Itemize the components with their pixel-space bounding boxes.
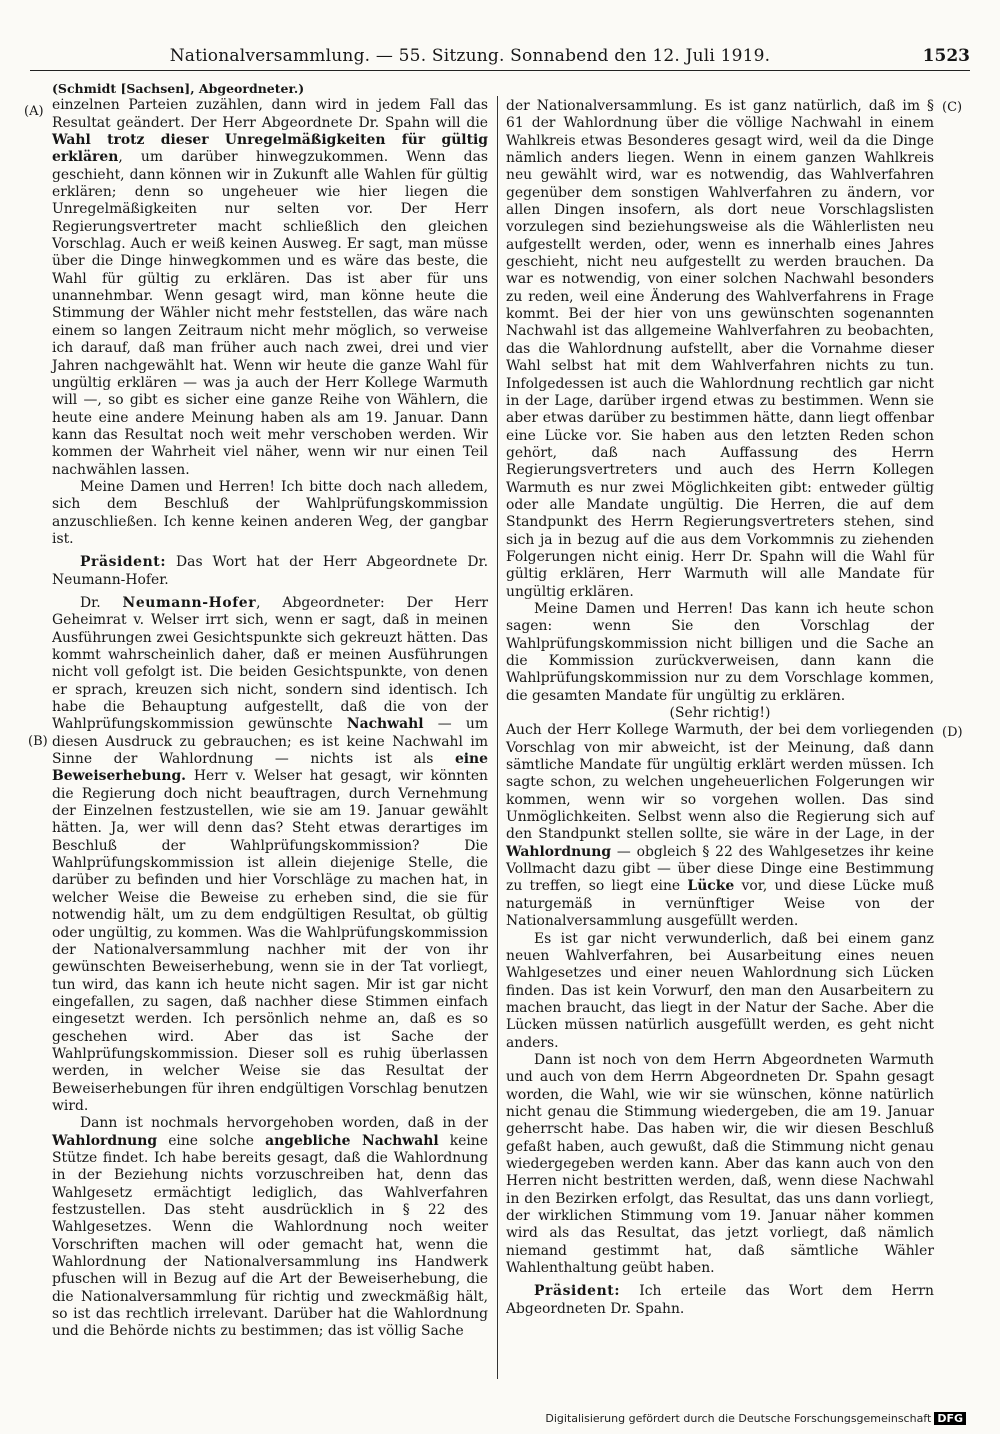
emphasis: Wahlordnung [52,1132,158,1149]
emphasis: Wahl trotz dieser Unregelmäßigkeiten für gültig erklären [52,132,488,166]
text-run: Dann ist nochmals hervorgehoben worden, daß in der [80,1115,488,1132]
text-run: Das Wort hat der Herr Abgeordnete Dr. Neumann-Hofer. [52,554,488,588]
emphasis: eine Beweiserhebung. [52,751,488,785]
emphasis: Lücke [687,878,735,895]
margin-mark-c: (C) [942,100,963,115]
credit-text: Digitalisierung gefördert durch die Deutsche Forschungsgemeinschaft [545,1412,932,1425]
text-run: einzelnen Parteien zuzählen, dann wird in jedem Fall das Resultat geändert. Der Herr Abgeordnete Dr. Spahn will die [52,97,488,131]
page-number: 1523 [922,46,970,66]
right-column [506,98,934,1318]
margin-mark-a: (A) [24,104,44,119]
paragraph [506,722,934,930]
margin-mark-b: (B) [28,734,48,749]
margin-mark-d: (D) [942,725,963,740]
text-run: — obgleich § 22 des Wahlgesetzes ihr keine Vollmacht dazu gibt — über diese Dinge eine Bestimmung zu treffen, so liegt eine [506,843,934,895]
speech-paragraph [52,595,488,1115]
text-run: , um darüber hinwegzukommen. Wenn das geschieht, dann können wir in Zukunft alle Wahlen für gültig erklären; denn so ungeheuer wie hier liegen die Unregelmäßigkeiten nur selten vor. Der Herr Regierungsvertreter macht schließlich den gleichen Vorschlag. Auch er weiß keinen Ausweg. Er sagt, man müsse über die Dinge hinwegkommen und es wäre das beste, die Wahl für gültig zu erklären. Das ist aber für uns unannehmbar. Wenn gesagt wird, man könne heute die Stimmung der Wähler nicht mehr feststellen, das wäre nach einem so langen Zeitraum nicht mehr möglich, so verweise ich darauf, daß man früher auch nach zwei, drei und vier Jahren nachgewählt hat. Wenn wir heute die ganze Wahl für ungültig erklären — was ja auch der Herr Kollege Warmuth will —, so gibt es sicher eine ganze Reihe von Wählern, die heute eine andere Meinung haben als am 19. Januar. Dann kann das Resultat noch weit mehr verschoben werden. Wir kommen der Wahrheit viel näher, wenn wir nur einen Teil nachwählen lassen. [52,149,488,478]
speaker-name: Präsident: [534,1283,621,1300]
text-run: Auch der Herr Kollege Warmuth, der bei dem vorliegenden Vorschlag von mir abweicht, ist der Meinung, daß dann sämtliche Mandate für ungültig erklärt werden müssen. Ich sagte schon, zu welchen ungeheuerlichen Folgerungen wir kommen, wenn wir so vorgehen wollen. Das sind Unmöglichkeiten. Selbst wenn also die Regierung sich auf den Standpunkt stellen sollte, sie wäre in der Lage, in der [506,722,934,843]
left-column [52,80,488,1341]
digitization-credit [545,1412,966,1425]
text-run: eine solche [157,1132,266,1149]
text-run: Herr v. Welser hat gesagt, wir könnten die Regierung doch nicht beauftragen, durch Vernehmung der Einzelnen festzustellen, wie sie am 19. Januar gewählt hätten. Ja, wer will denn das? Steht etwas derartiges im Beschluß der Wahlprüfungskommission? Die Wahlprüfungskommission ist allein diejenige Stelle, die darüber zu befinden und hier Vorschläge zu machen hat, in welcher Weise die Beweise zu erheben sind, die sie für notwendig hält, um zu dem endgültigen Resultat, ob gültig oder ungültig, zu kommen. Was die Wahlprüfungskommission der Nationalversammlung nachher mit der von ihr gewünschten Beweiserhebung, wenn sie in der Tat vorliegt, tun wird, das kann ich heute nicht sagen. Mir ist gar nicht eingefallen, zu sagen, daß nachher diese Stimmen einfach eingesetzt werden. Ich persönlich nehme an, daß es so geschehen wird. Aber das ist Sache der Wahlprüfungskommission. Dieser soll es ruhig überlassen werden, in welcher Weise sie das Resultat der Beweiserhebungen für ihren endgültigen Vorschlag benutzen wird. [52,768,488,1114]
president-remark [52,554,488,589]
speaker-name: Präsident: [80,554,167,571]
speaker-name: Neumann-Hofer [122,594,257,611]
paragraph: Meine Damen und Herren! Das kann ich heute schon sagen: wenn Sie den Vorschlag der Wahlprüfungskommission nicht billigen und die Sache an die Kommission zurückverweisen, dann kann die Wahlprüfungskommission nur zu dem Vorschlage kommen, die gesamten Mandate für ungültig zu erklären. [506,600,934,704]
column-divider [497,96,498,1379]
dfg-logo: DFG [934,1412,966,1425]
emphasis: Wahlordnung [506,843,612,860]
president-remark [506,1283,934,1318]
text-run: — um diesen Ausdruck zu gebrauchen; es ist keine Nachwahl im Sinne der Wahlordnung — nichts ist als [52,716,489,768]
text-run: Dr. [80,594,123,611]
paragraph: Es ist gar nicht verwunderlich, daß bei einem ganz neuen Wahlverfahren, bei Ausarbeitung eines neuen Wahlgesetzes und einer neuen Wahlordnung sich Lücken finden. Das ist kein Vorwurf, den man den Ausarbeitern zu machen braucht, das liegt in der Natur der Sache. Aber die Lücken müssen natürlich ausgefüllt werden, es geht nicht anders. [506,930,934,1051]
emphasis: angebliche Nachwahl [265,1132,439,1149]
text-run: keine Stütze findet. Ich habe bereits gesagt, daß die Wahlordnung in der Beziehung nichts vorzuschreiben hat, denn das Wahlgesetz ermächtigt lediglich, das Wahlverfahren festzustellen. Das steht ausdrücklich in § 22 des Wahlgesetzes. Wenn die Wahlordnung noch weiter Vorschriften machen will oder gemacht hat, wenn die Wahlordnung der Nationalversammlung ins Handwerk pfuschen will in Bezug auf die Art der Beweiserhebung, die die Nationalversammlung für richtig und zweckmäßig hält, so ist das rechtlich irrelevant. Darüber hat die Wahlordnung und die Behörde nichts zu bestimmen; das ist völlig Sache [52,1132,488,1340]
emphasis: Nachwahl [346,716,424,733]
running-title: Nationalversammlung. — 55. Sitzung. Sonnabend den 12. Juli 1919. [169,46,771,66]
speaker-continuation: (Schmidt [Sachsen], Abgeordneter.) [52,81,305,96]
page-header [30,46,970,71]
paragraph: der Nationalversammlung. Es ist ganz natürlich, daß im § 61 der Wahlordnung über die völlige Nachwahl in einem Wahlkreis etwas Besonderes gesagt wird, weil da die Dinge nämlich anders liegen. Wenn in einem ganzen Wahlkreis neu gewählt wird, war es notwendig, das Wahlverfahren gegenüber dem sonstigen Wahlverfahren zu ändern, vor allen Dingen insofern, als dort neue Vorschlagslisten vorzulegen sind beziehungsweise als die Wählerlisten neu aufgestellt werden, oder, wenn es innerhalb eines Jahres geschieht, nicht neu aufgestellt zu werden brauchen. Da war es notwendig, von einer solchen Nachwahl besonders zu reden, weil eine Änderung des Wahlverfahrens in Frage kommt. Bei der hier von uns gewünschten sogenannten Nachwahl ist das allgemeine Wahlverfahren zu beobachten, das die Wahlordnung aufstellt, aber die Vornahme dieser Wahl selbst hat mit dem Wahlverfahren nichts zu tun. Infolgedessen ist auch die Wahlordnung rechtlich gar nicht in der Lage, darüber irgend etwas zu bestimmen. Wenn sie aber etwas darüber zu bestimmen hätte, dann liegt offenbar eine Lücke vor. Sie haben aus den letzten Reden schon gehört, daß nach Auffassung des Herrn Regierungsvertreters und auch des Herrn Kollegen Warmuth es nur zwei Möglichkeiten gibt: entweder gültig oder alle Mandate ungültig. Die Herren, die auf dem Standpunkt des Herrn Regierungsvertreters stehen, sind sich ja in bezug auf die aus dem Vorkommnis zu ziehenden Folgerungen nicht einig. Herr Dr. Spahn will die Wahl für gültig erklären, Herr Warmuth will alle Mandate für ungültig erklären. [506,98,934,600]
text-run: Der Herr Geheimrat v. Welser irrt sich, wenn er sagt, daß in meinen Ausführungen zwei Gesichtspunkte sich gekreuzt hätten. Das kommt wahrscheinlich daher, daß er meinen Ausführungen nicht voll gefolgt ist. Die beiden Gesichtspunkte, von denen er sprach, kreuzen sich nicht, sondern sind identisch. Ich habe die Behauptung aufgestellt, daß die von der Wahlprüfungskommission gewünschte [52,594,488,733]
paragraph: Meine Damen und Herren! Ich bitte doch nach alledem, sich dem Beschluß der Wahlprüfungskommission anzuschließen. Ich kenne keinen anderen Weg, der gangbar ist. [52,478,488,547]
paragraph [52,97,488,479]
speaker-role: , Abgeordneter: [256,594,385,611]
interjection: (Sehr richtig!) [669,705,771,722]
paragraph [52,1115,488,1340]
text-run: Ich erteile das Wort dem Herrn Abgeordneten Dr. Spahn. [506,1283,934,1317]
text-run: vor, und diese Lücke muß naturgemäß in vernünftiger Weise von der Nationalversammlung ausgefüllt werden. [506,878,934,930]
paragraph: Dann ist noch von dem Herrn Abgeordneten Warmuth und auch von dem Herrn Abgeordneten Dr. Spahn gesagt worden, die Wahl, wie wir sie wünschen, könne natürlich nicht genau die Stimmung wiedergeben, die am 19. Januar geherrscht habe. Das haben wir, die wir diesen Beschluß gefaßt haben, auch gewußt, daß die Stimmung nicht genau wiedergegeben werden kann. Aber das kann auch von den Herren nicht bestritten werden, daß, wenn diese Nachwahl in den Bezirken erfolgt, das Resultat, das uns dann vorliegt, der wirklichen Stimmung vom 19. Januar näher kommen wird als das Resultat, das jetzt vorliegt, daß nämlich niemand gestimmt hat, daß sämtliche Wähler Wahlenthaltung geübt haben. [506,1051,934,1277]
